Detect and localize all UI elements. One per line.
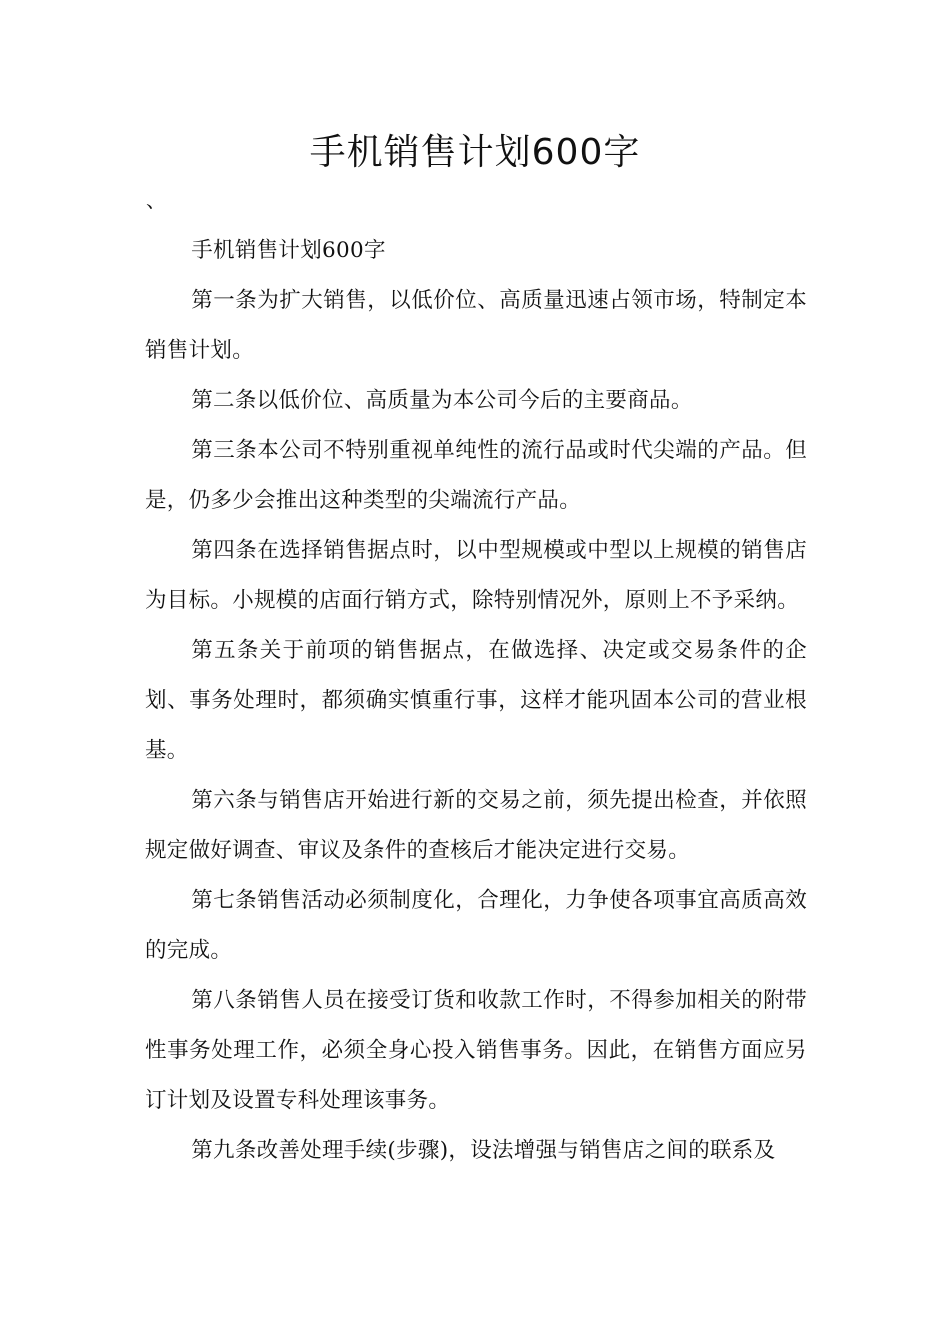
document-title: 手机销售计划600字 [309, 132, 641, 173]
paragraph-heading: 手机销售计划600字 [191, 238, 386, 263]
paragraph-article-7: 第七条销售活动必须制度化，合理化，力争使各项事宜高质高效的完成。 [145, 888, 807, 963]
document-body [145, 226, 807, 1176]
stray-punctuation-mark: 、 [146, 188, 166, 212]
paragraph-article-4: 第四条在选择销售据点时，以中型规模或中型以上规模的销售店为目标。小规模的店面行销方式，除特别情况外，原则上不予采纳。 [145, 538, 807, 613]
paragraph-article-1: 第一条为扩大销售，以低价位、高质量迅速占领市场，特制定本销售计划。 [145, 288, 807, 363]
paragraph-article-8: 第八条销售人员在接受订货和收款工作时，不得参加相关的附带性事务处理工作，必须全身心投入销售事务。因此，在销售方面应另订计划及设置专科处理该事务。 [145, 988, 807, 1113]
paragraph-article-2: 第二条以低价位、高质量为本公司今后的主要商品。 [191, 388, 693, 413]
paragraph-article-6: 第六条与销售店开始进行新的交易之前，须先提出检查，并依照规定做好调查、审议及条件的查核后才能决定进行交易。 [145, 788, 807, 863]
paragraph-article-5: 第五条关于前项的销售据点，在做选择、决定或交易条件的企划、事务处理时，都须确实慎重行事，这样才能巩固本公司的营业根基。 [145, 638, 807, 763]
paragraph-article-9: 第九条改善处理手续(步骤)，设法增强与销售店之间的联系及 [191, 1138, 776, 1163]
paragraph-article-3: 第三条本公司不特别重视单纯性的流行品或时代尖端的产品。但是，仍多少会推出这种类型的尖端流行产品。 [145, 438, 807, 513]
